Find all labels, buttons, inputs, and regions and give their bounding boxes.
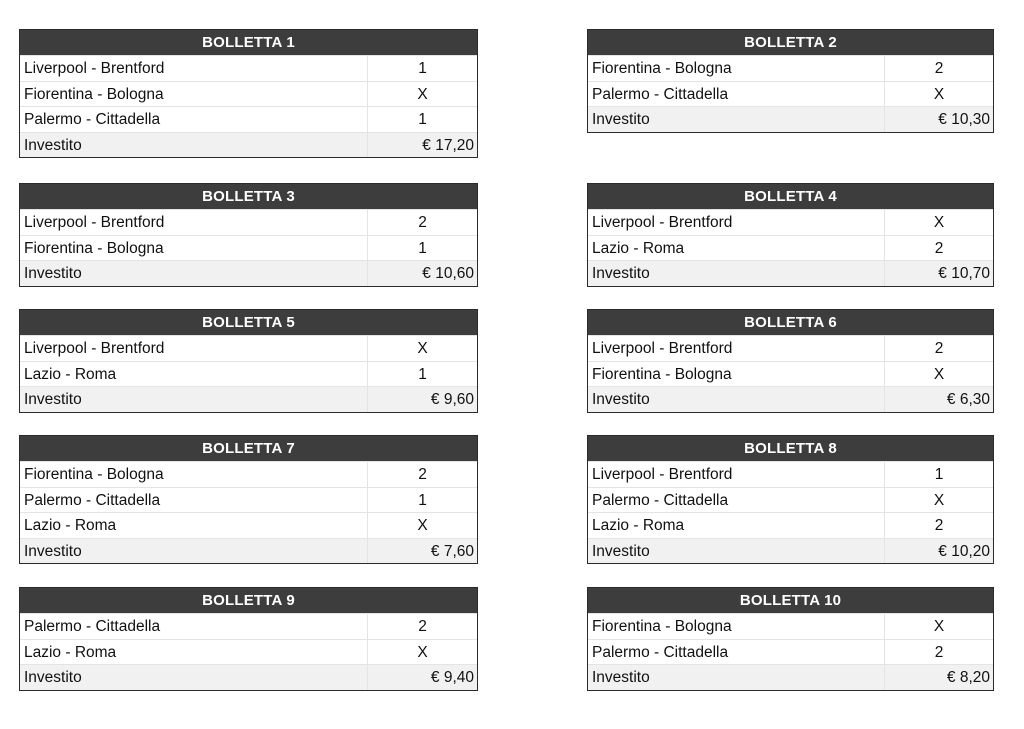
investito-amount: € 17,20 (422, 136, 474, 154)
ticket-total-row (588, 538, 993, 564)
match-pick: 2 (418, 618, 427, 635)
ticket-total-row (20, 132, 477, 158)
table-row (20, 235, 477, 261)
ticket-total-row (588, 386, 993, 412)
ticket-total-row (588, 260, 993, 286)
match-pick: 1 (418, 111, 427, 128)
match-name: Liverpool - Brentford (588, 336, 885, 361)
match-pick: 1 (418, 365, 427, 383)
match-name: Liverpool - Brentford (20, 210, 368, 235)
table-row (20, 55, 477, 81)
match-name: Liverpool - Brentford (20, 336, 368, 361)
match-name: Fiorentina - Bologna (20, 82, 368, 107)
match-name: Liverpool - Brentford (20, 56, 368, 81)
match-pick: 2 (418, 466, 427, 483)
ticket-1 (19, 29, 478, 158)
match-name: Palermo - Cittadella (588, 82, 885, 107)
table-row (20, 512, 477, 538)
ticket-6 (587, 309, 994, 413)
table-row (20, 639, 477, 665)
ticket-3 (19, 183, 478, 287)
match-name: Fiorentina - Bologna (20, 462, 368, 487)
match-name: Lazio - Roma (588, 513, 885, 538)
match-pick: 1 (934, 466, 944, 483)
match-name: Liverpool - Brentford (588, 210, 885, 235)
ticket-title: BOLLETTA 10 (588, 588, 993, 613)
match-name: Lazio - Roma (588, 236, 885, 261)
investito-amount: € 10,30 (938, 111, 990, 128)
match-pick: 2 (418, 214, 427, 231)
ticket-4 (587, 183, 994, 287)
match-name: Lazio - Roma (20, 362, 368, 387)
match-pick: X (933, 491, 945, 509)
ticket-8 (587, 435, 994, 564)
table-row (588, 55, 993, 81)
table-row (588, 613, 993, 639)
table-row (20, 209, 477, 235)
ticket-title: BOLLETTA 6 (588, 310, 993, 335)
ticket-title: BOLLETTA 3 (20, 184, 477, 209)
match-name: Palermo - Cittadella (588, 488, 885, 513)
investito-label: Investito (588, 107, 885, 132)
investito-amount: € 10,70 (938, 265, 990, 282)
table-row (20, 81, 477, 107)
table-row (588, 639, 993, 665)
ticket-total-row (588, 664, 993, 690)
match-name: Liverpool - Brentford (588, 462, 885, 487)
match-pick: X (417, 643, 428, 661)
investito-label: Investito (588, 261, 885, 286)
match-name: Lazio - Roma (20, 513, 368, 538)
investito-label: Investito (20, 665, 368, 690)
table-row (20, 106, 477, 132)
investito-amount: € 9,60 (430, 391, 474, 408)
ticket-title: BOLLETTA 2 (588, 30, 993, 55)
ticket-title: BOLLETTA 4 (588, 184, 993, 209)
match-pick: X (417, 85, 428, 103)
investito-amount: € 10,20 (938, 542, 990, 560)
table-row (588, 235, 993, 261)
match-name: Fiorentina - Bologna (20, 236, 368, 261)
ticket-7 (19, 435, 478, 564)
match-pick: 1 (418, 491, 427, 509)
ticket-10 (587, 587, 994, 691)
investito-label: Investito (20, 261, 368, 286)
investito-label: Investito (20, 387, 368, 412)
ticket-2 (587, 29, 994, 133)
table-row (588, 209, 993, 235)
match-name: Fiorentina - Bologna (588, 614, 885, 639)
ticket-9 (19, 587, 478, 691)
investito-label: Investito (588, 387, 885, 412)
match-pick: X (933, 85, 945, 103)
match-name: Palermo - Cittadella (20, 107, 368, 132)
ticket-total-row (588, 106, 993, 132)
ticket-5 (19, 309, 478, 413)
table-row (20, 461, 477, 487)
table-row (588, 487, 993, 513)
investito-label: Investito (20, 539, 368, 564)
match-pick: X (933, 618, 945, 635)
match-pick: 1 (418, 60, 427, 77)
investito-label: Investito (20, 133, 368, 158)
match-pick: X (417, 340, 428, 357)
ticket-title: BOLLETTA 7 (20, 436, 477, 461)
match-pick: 1 (418, 239, 427, 257)
investito-label: Investito (588, 665, 885, 690)
match-pick: X (933, 365, 945, 383)
match-name: Lazio - Roma (20, 640, 368, 665)
match-name: Palermo - Cittadella (588, 640, 885, 665)
ticket-total-row (20, 664, 477, 690)
match-pick: 2 (934, 517, 944, 534)
ticket-title: BOLLETTA 9 (20, 588, 477, 613)
match-name: Fiorentina - Bologna (588, 362, 885, 387)
match-name: Fiorentina - Bologna (588, 56, 885, 81)
ticket-title: BOLLETTA 5 (20, 310, 477, 335)
table-row (588, 512, 993, 538)
ticket-title: BOLLETTA 8 (588, 436, 993, 461)
match-pick: 2 (934, 340, 944, 357)
table-row (588, 361, 993, 387)
ticket-total-row (20, 260, 477, 286)
ticket-total-row (20, 538, 477, 564)
match-pick: 2 (934, 643, 944, 661)
table-row (20, 335, 477, 361)
match-name: Palermo - Cittadella (20, 488, 368, 513)
table-row (20, 613, 477, 639)
ticket-title: BOLLETTA 1 (20, 30, 477, 55)
match-pick: X (417, 517, 428, 534)
ticket-total-row (20, 386, 477, 412)
match-name: Palermo - Cittadella (20, 614, 368, 639)
investito-amount: € 10,60 (422, 265, 474, 282)
table-row (20, 487, 477, 513)
table-row (20, 361, 477, 387)
match-pick: X (933, 214, 945, 231)
match-pick: 2 (934, 239, 944, 257)
table-row (588, 461, 993, 487)
investito-amount: € 9,40 (430, 669, 474, 686)
investito-label: Investito (588, 539, 885, 564)
investito-amount: € 6,30 (946, 391, 990, 408)
match-pick: 2 (934, 60, 944, 77)
table-row (588, 81, 993, 107)
table-row (588, 335, 993, 361)
investito-amount: € 7,60 (430, 542, 474, 560)
investito-amount: € 8,20 (946, 669, 990, 686)
